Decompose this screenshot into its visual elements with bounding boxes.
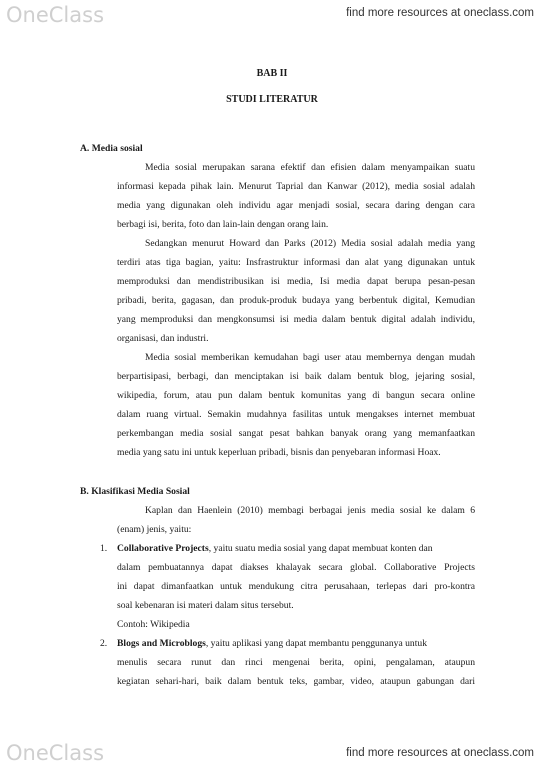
list-number: 1. bbox=[100, 543, 108, 554]
chapter-title: STUDI LITERATUR bbox=[226, 94, 318, 105]
list-item-term: Blogs and Microblogs bbox=[117, 638, 206, 649]
list-item-line: menulis secara runut dan rinci mengenai berita, opini, pengalaman, ataupun bbox=[117, 657, 475, 668]
paragraph-line: memproduksi dan mendistribusikan isi media, Isi media dapat berupa pesan-pesan bbox=[117, 276, 475, 287]
list-item-text: , yaitu suatu media sosial yang dapat membuat konten dan bbox=[208, 543, 433, 554]
paragraph-line: dalam ruang virtual. Semakin mudahnya fasilitas untuk mengakses internet membuat bbox=[117, 409, 475, 420]
section-a-heading: A. Media sosial bbox=[80, 143, 143, 154]
paragraph-line: media yang digunakan oleh individu agar menjadi sosial, secara daring dengan cara bbox=[117, 200, 475, 211]
paragraph-line: wikipedia, forum, atau pun dalam bentuk komunitas yang di bangun secara online bbox=[117, 390, 475, 401]
paragraph-line: perkembangan media sosial sangat pesat bahkan banyak orang yang memanfaatkan bbox=[117, 428, 475, 439]
section-b-heading: B. Klasifikasi Media Sosial bbox=[80, 486, 190, 497]
paragraph-line: Media sosial merupakan sarana efektif dan efisien dalam menyampaikan suatu bbox=[145, 162, 475, 173]
oneclass-logo[interactable]: OneClass bbox=[6, 3, 105, 27]
paragraph-line: yang memproduksi dan mengkonsumsi isi media dalam bentuk digital adalah individu, bbox=[117, 314, 475, 325]
paragraph-line: organisasi, dan industri. bbox=[117, 333, 209, 344]
list-item-line: kegiatan sehari-hari, baik dalam bentuk teks, gambar, video, ataupun gabungan dari bbox=[117, 676, 475, 687]
paragraph-line: berbagi isi, berita, foto dan lain-lain dengan orang lain. bbox=[117, 219, 329, 230]
paragraph-line: berpartisipasi, berbagi, dan menciptakan isi baik dalam bentuk blog, jejaring sosial, bbox=[117, 371, 475, 382]
list-item-first-line bbox=[117, 638, 427, 650]
paragraph-line: Sedangkan menurut Howard dan Parks (2012) Media sosial adalah media yang bbox=[145, 238, 475, 249]
resources-link[interactable]: find more resources at oneclass.com bbox=[346, 747, 534, 759]
bottom-banner bbox=[0, 738, 544, 770]
paragraph-line: terdiri atas tiga bagian, yaitu: Insfrastruktur informasi dan alat yang digunakan untuk bbox=[117, 257, 475, 268]
list-item-first-line bbox=[117, 543, 433, 555]
list-item-term: Collaborative Projects bbox=[117, 543, 209, 554]
top-banner bbox=[0, 0, 544, 30]
paragraph-line: media yang satu ini untuk keperluan pribadi, bisnis dan penyebaran informasi Hoax. bbox=[117, 447, 441, 458]
paragraph-line: informasi kepada pihak lain. Menurut Taprial dan Kanwar (2012), media sosial adalah bbox=[117, 181, 475, 192]
oneclass-logo[interactable]: OneClass bbox=[6, 741, 105, 765]
paragraph-line: Kaplan dan Haenlein (2010) membagi berbagai jenis media sosial ke dalam 6 bbox=[145, 505, 475, 516]
list-item-example: Contoh: Wikipedia bbox=[117, 619, 190, 630]
list-number: 2. bbox=[100, 638, 108, 649]
list-item-line: ini dapat dimanfaatkan untuk mendukung citra perusahaan, terlepas dari pro-kontra bbox=[117, 581, 475, 592]
resources-link[interactable]: find more resources at oneclass.com bbox=[346, 7, 534, 19]
list-item-line: dalam pembuatannya dapat diakses khalayak secara global. Collaborative Projects bbox=[117, 562, 475, 573]
paragraph-line: pribadi, berita, gagasan, dan produk-produk budaya yang berbentuk digital, Kemudian bbox=[117, 295, 475, 306]
list-item-text: , yaitu aplikasi yang dapat membantu penggunanya untuk bbox=[205, 638, 427, 649]
paragraph-line: Media sosial memberikan kemudahan bagi user atau membernya dengan mudah bbox=[145, 352, 475, 363]
list-item-line: soal kebenaran isi materi dalam situs tersebut. bbox=[117, 600, 294, 611]
paragraph-line: (enam) jenis, yaitu: bbox=[117, 524, 192, 535]
chapter-number: BAB II bbox=[256, 68, 288, 79]
